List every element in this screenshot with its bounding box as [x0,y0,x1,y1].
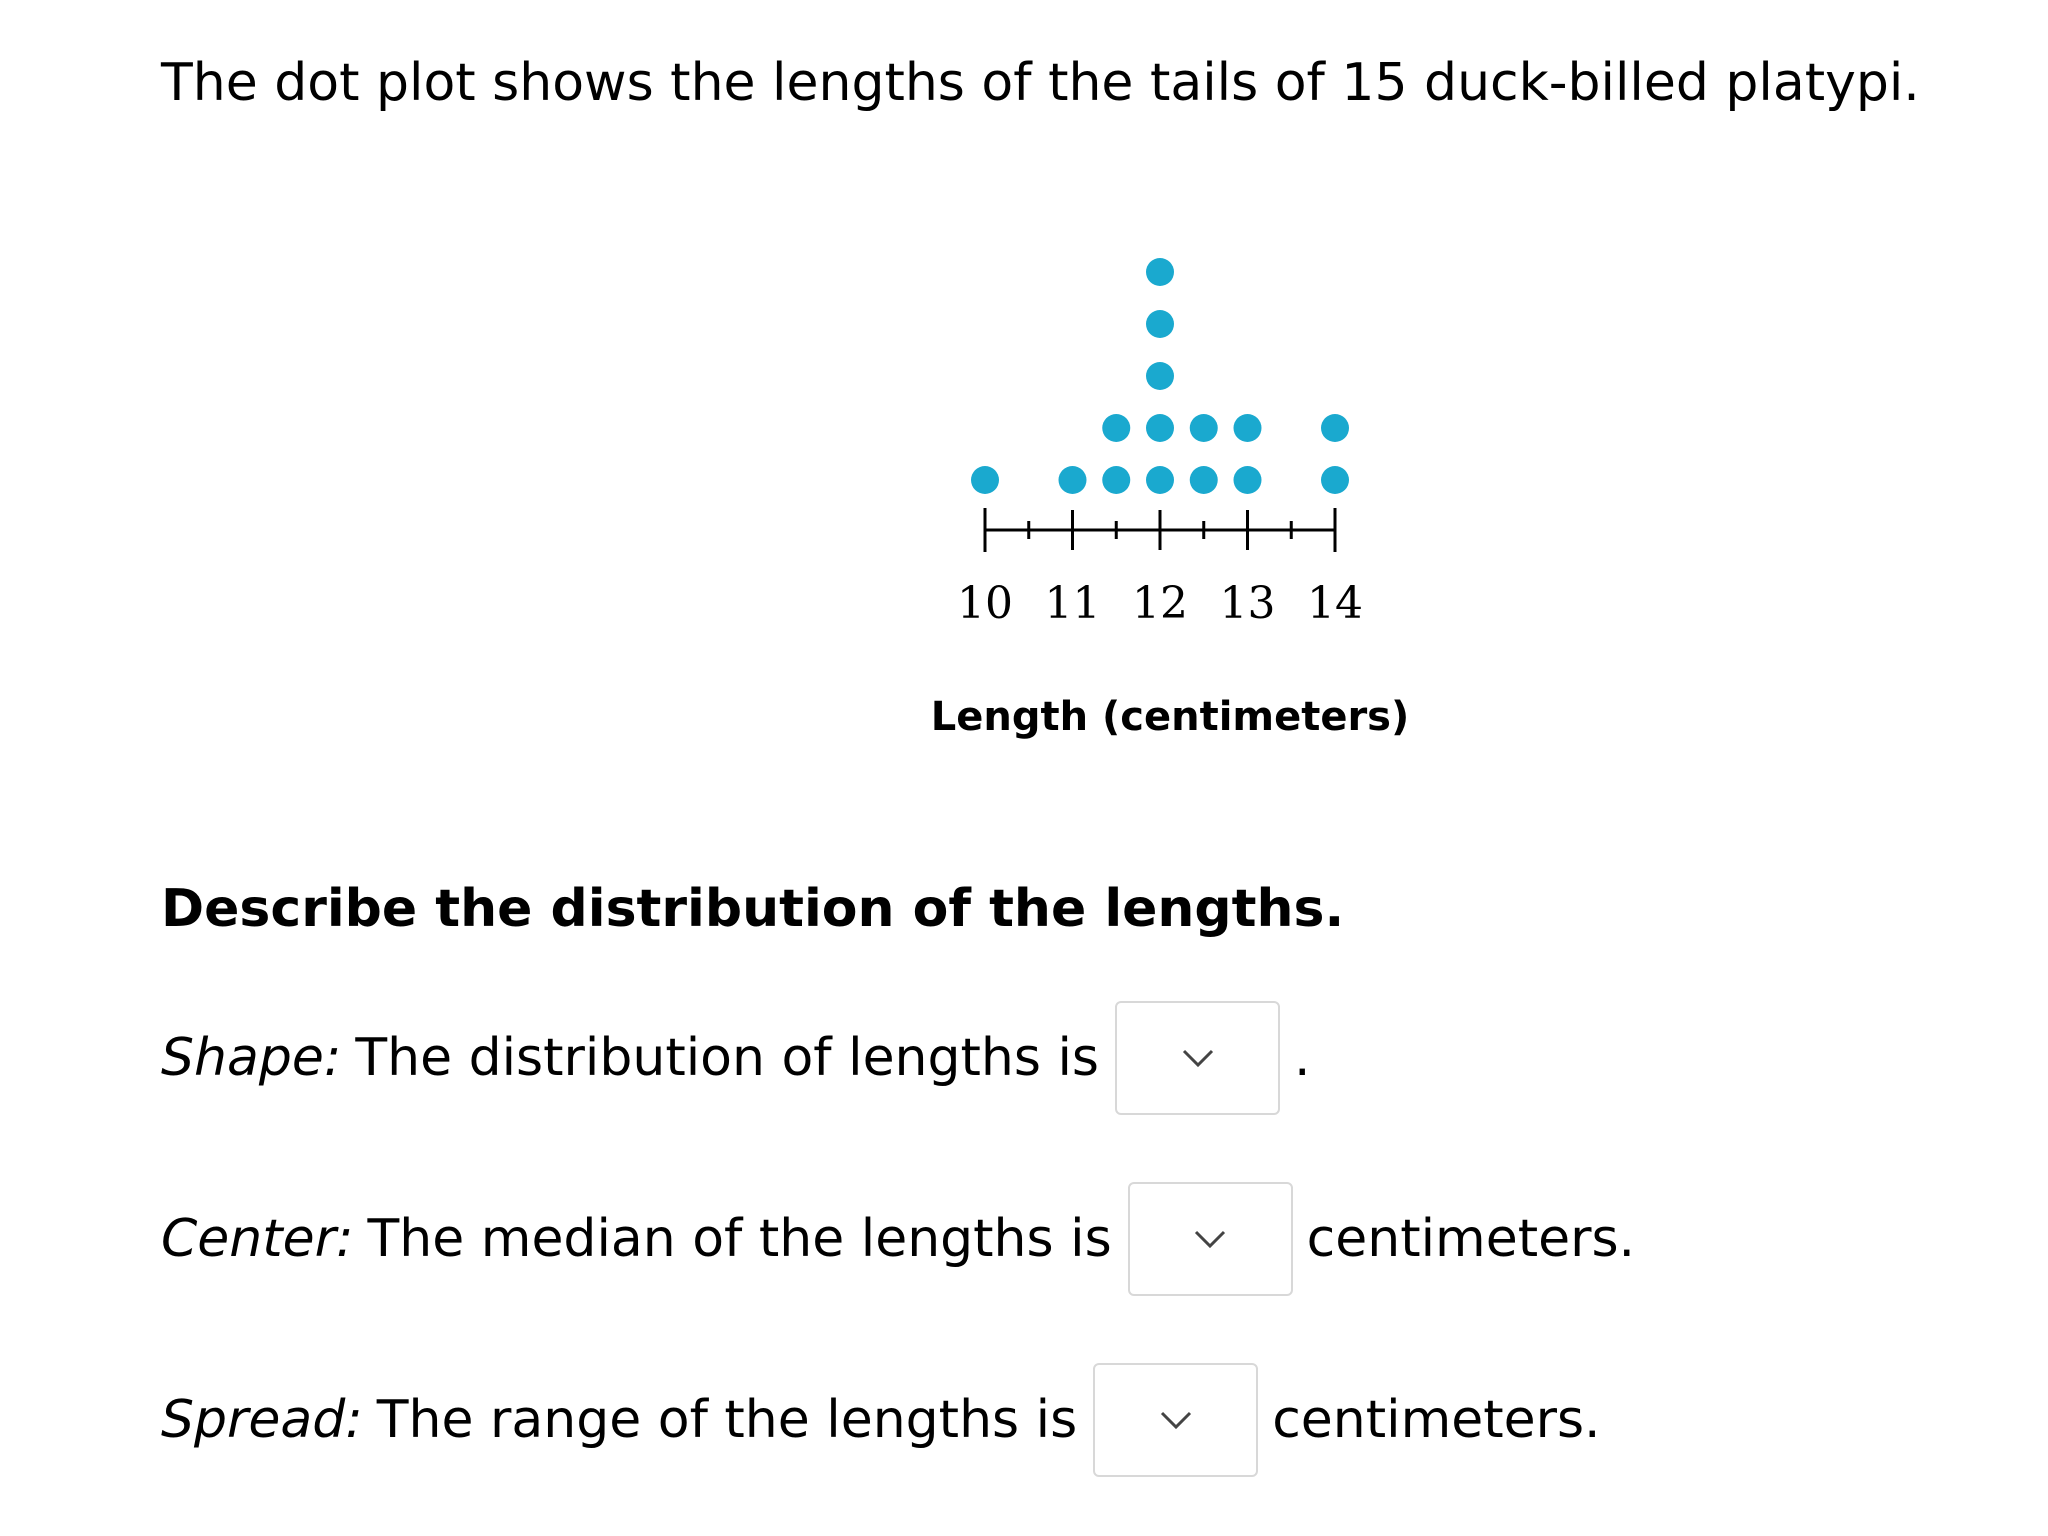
center-dropdown[interactable] [1128,1182,1293,1296]
data-dot [1321,414,1349,442]
x-axis-label: Length (centimeters) [930,694,1410,740]
chevron-down-icon [1159,1410,1193,1430]
spread-question [161,1361,1601,1479]
data-dot [1234,466,1262,494]
shape-label: Shape: [161,1028,342,1088]
question-prompt: Describe the distribution of the lengths. [161,879,1345,939]
data-dot [1146,258,1174,286]
center-suffix: centimeters. [1306,1209,1636,1269]
x-tick-label: 10 [957,578,1013,629]
shape-dropdown[interactable] [1115,1001,1280,1115]
intro-text: The dot plot shows the lengths of the tails of 15 duck-billed platypi. [161,53,1920,113]
dot-plot [930,230,1410,750]
shape-question [161,999,1311,1117]
data-dot [1321,466,1349,494]
x-tick-label: 13 [1219,578,1276,629]
x-tick-label: 12 [1132,578,1188,629]
data-dot [1146,310,1174,338]
data-dot [1102,414,1130,442]
tick-labels [957,578,1363,629]
center-text: The median of the lengths is [367,1209,1112,1269]
number-line [985,508,1335,552]
center-label: Center: [161,1209,354,1269]
data-dot [1146,362,1174,390]
data-dot [1146,414,1174,442]
data-dot [1190,414,1218,442]
dot-plot-svg [930,230,1410,750]
data-dot [1059,466,1087,494]
x-tick-label: 11 [1044,578,1101,629]
chevron-down-icon [1181,1048,1215,1068]
spread-suffix: centimeters. [1272,1390,1601,1450]
dot-plot-dots [971,258,1349,494]
spread-text: The range of the lengths is [376,1390,1078,1450]
data-dot [1190,466,1218,494]
x-tick-label: 14 [1307,578,1363,629]
data-dot [1102,466,1130,494]
shape-text: The distribution of lengths is [355,1028,1100,1088]
chevron-down-icon [1193,1229,1227,1249]
shape-suffix: . [1294,1028,1311,1088]
spread-label: Spread: [161,1390,363,1450]
data-dot [1234,414,1262,442]
spread-dropdown[interactable] [1093,1363,1258,1477]
center-question [161,1180,1635,1298]
data-dot [971,466,999,494]
data-dot [1146,466,1174,494]
